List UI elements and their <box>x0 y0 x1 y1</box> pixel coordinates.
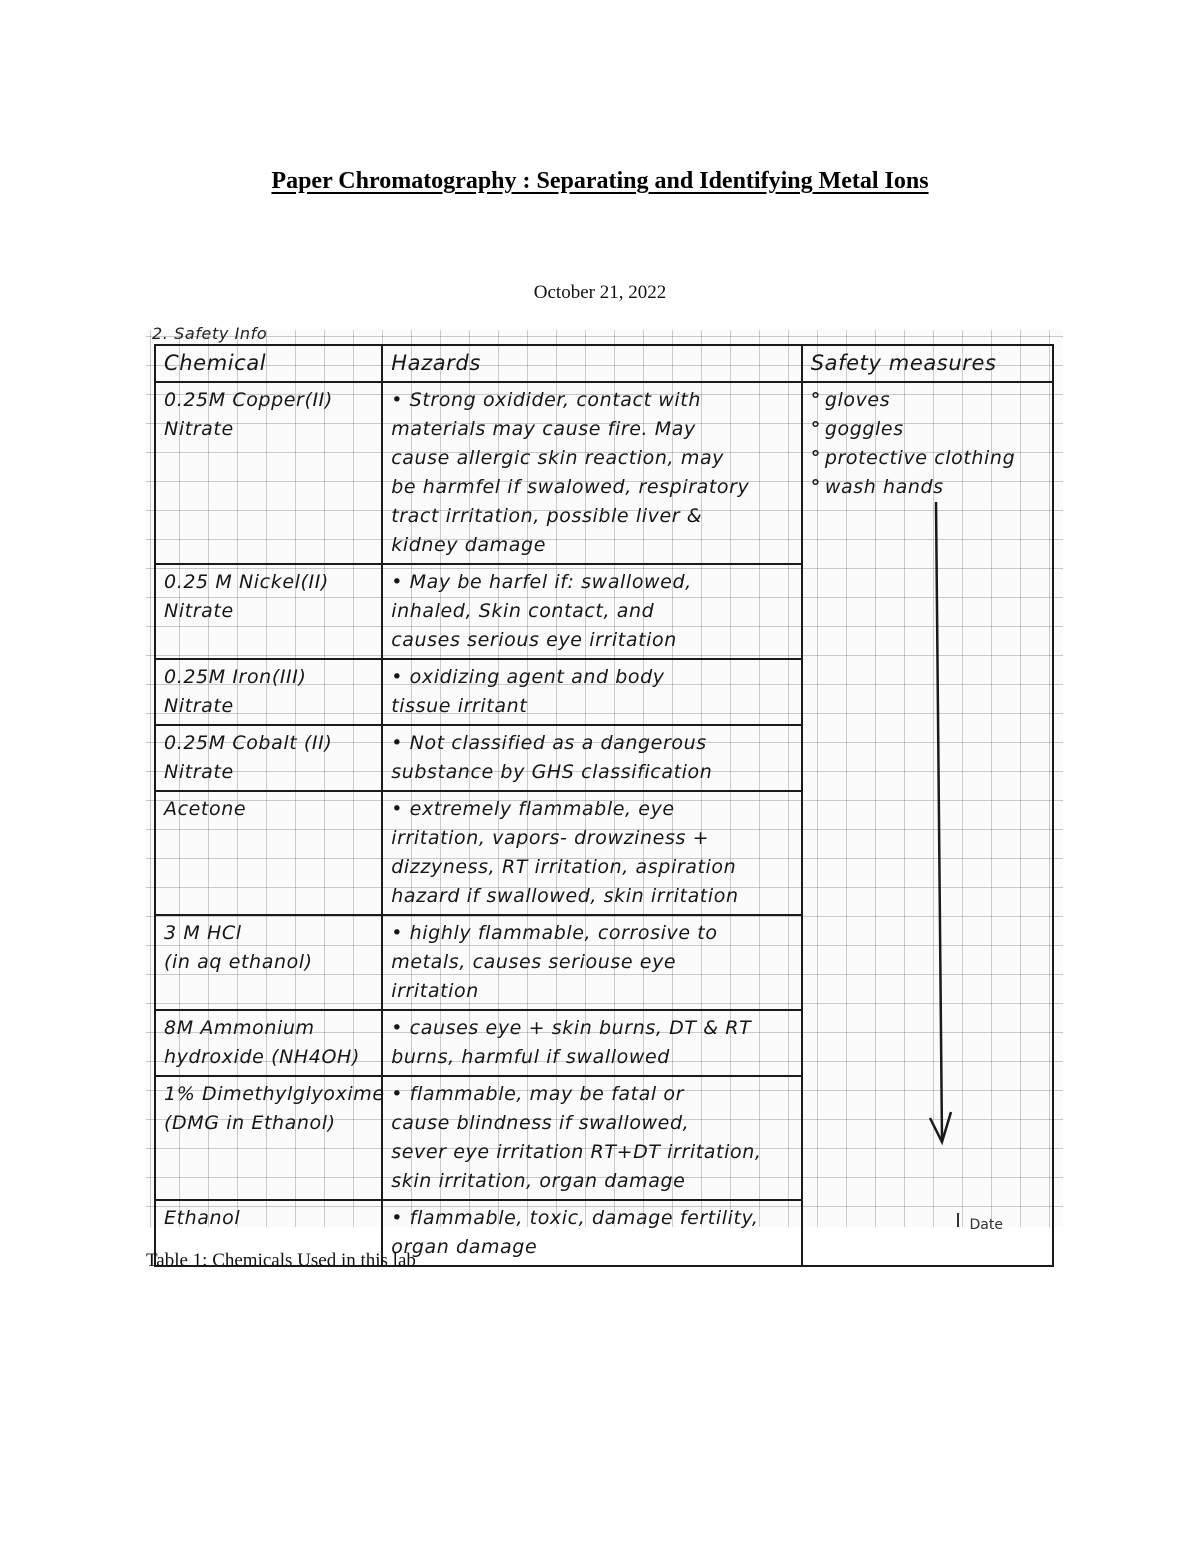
safety-measure-item <box>811 473 1044 502</box>
hazard-line: • oxidizing agent and body <box>391 666 665 688</box>
hazard-line: be harmfel if swalowed, respiratory <box>391 476 750 498</box>
hazard-line: cause blindness if swallowed, <box>391 1112 690 1134</box>
hazard-line: tract irritation, possible liver & <box>391 505 703 527</box>
hazard-line: cause allergic skin reaction, may <box>391 447 725 469</box>
chemical-name-line: hydroxide (NH4OH) <box>164 1046 360 1068</box>
safety-measure-label: goggles <box>824 418 904 440</box>
chemical-name-line: 0.25 M Nickel(II) <box>164 571 329 593</box>
chemical-cell <box>155 725 382 791</box>
bullet-icon: ° <box>810 476 821 498</box>
date-corner-label: Date <box>969 1217 1003 1233</box>
chemical-name-line: 3 M HCl <box>164 922 242 944</box>
chemical-name-line: (DMG in Ethanol) <box>164 1112 336 1134</box>
chemical-name-line: Acetone <box>164 798 247 820</box>
hazard-line: • flammable, toxic, damage fertility, <box>391 1207 759 1229</box>
safety-table-photo <box>146 324 1063 1258</box>
hazard-line: • flammable, may be fatal or <box>391 1083 685 1105</box>
hazard-line: irritation <box>391 980 479 1002</box>
hazard-line: hazard if swallowed, skin irritation <box>391 885 739 907</box>
chemical-safety-table <box>154 344 1054 1267</box>
down-arrow-icon <box>924 500 954 1150</box>
hazards-cell <box>382 915 802 1010</box>
hazard-line: sever eye irritation RT+DT irritation, <box>391 1141 762 1163</box>
chemical-name-line: 1% Dimethylglyoxime <box>164 1083 385 1105</box>
hazard-line: skin irritation, organ damage <box>391 1170 686 1192</box>
bullet-icon: ° <box>810 447 821 469</box>
table-row <box>155 382 1053 564</box>
hazard-line: • May be harfel if: swallowed, <box>391 571 692 593</box>
hazard-line: • extremely flammable, eye <box>391 798 675 820</box>
column-header-hazards: Hazards <box>382 345 802 382</box>
chemical-name-line: Nitrate <box>164 418 234 440</box>
hazard-line: • Strong oxidider, contact with <box>391 389 701 411</box>
chemical-name-line: 0.25M Copper(II) <box>164 389 333 411</box>
date-tick-mark <box>957 1213 959 1227</box>
table-header-row <box>155 345 1053 382</box>
hazard-line: inhaled, Skin contact, and <box>391 600 655 622</box>
hazard-line: tissue irritant <box>391 695 528 717</box>
chemical-name-line: (in aq ethanol) <box>164 951 313 973</box>
chemical-cell <box>155 791 382 915</box>
column-header-safety-measures: Safety measures <box>802 345 1053 382</box>
hazard-line: irritation, vapors- drowziness + <box>391 827 710 849</box>
chemical-name-line: Ethanol <box>164 1207 241 1229</box>
bullet-icon: ° <box>810 418 821 440</box>
chemical-name-line: Nitrate <box>164 695 234 717</box>
hazard-line: dizzyness, RT irritation, aspiration <box>391 856 737 878</box>
hazard-line: substance by GHS classification <box>391 761 713 783</box>
chemical-cell <box>155 1010 382 1076</box>
document-date: October 21, 2022 <box>533 282 667 303</box>
bullet-icon: ° <box>810 389 821 411</box>
hazard-line: burns, harmful if swallowed <box>391 1046 670 1068</box>
hazard-line: materials may cause fire. May <box>391 418 696 440</box>
chemical-cell <box>155 659 382 725</box>
table-caption: Table 1: Chemicals Used in this lab <box>146 1250 416 1271</box>
hazard-line: • highly flammable, corrosive to <box>391 922 718 944</box>
hazards-cell <box>382 382 802 564</box>
chemical-cell <box>155 1076 385 1200</box>
hazard-line: kidney damage <box>391 534 546 556</box>
chemical-cell <box>155 915 382 1010</box>
chemical-name-line: Nitrate <box>164 761 234 783</box>
hazard-line: • causes eye + skin burns, DT & RT <box>391 1017 752 1039</box>
hazards-cell <box>382 725 802 791</box>
hazards-cell <box>382 659 802 725</box>
chemical-cell <box>155 564 382 659</box>
chemical-name-line: 0.25M Iron(III) <box>164 666 307 688</box>
hazards-cell <box>382 1076 802 1200</box>
hazards-cell <box>382 1200 802 1266</box>
safety-measure-item <box>811 444 1044 473</box>
safety-measure-item <box>811 415 1044 444</box>
photo-header-scrap: 2. Safety Info <box>152 324 268 343</box>
hazard-line: organ damage <box>391 1236 538 1258</box>
safety-measure-label: gloves <box>824 389 891 411</box>
safety-measure-item <box>811 386 1044 415</box>
document-title: Paper Chromatography : Separating and Identifying Metal Ions <box>271 168 929 194</box>
chemical-name-line: 0.25M Cobalt (II) <box>164 732 333 754</box>
chemical-name-line: 8M Ammonium <box>164 1017 315 1039</box>
hazard-line: metals, causes seriouse eye <box>391 951 677 973</box>
safety-measure-label: protective clothing <box>824 447 1016 469</box>
hazards-cell <box>382 564 802 659</box>
chemical-cell <box>155 382 382 564</box>
hazards-cell <box>382 1010 802 1076</box>
column-header-chemical: Chemical <box>155 345 382 382</box>
hazard-line: • Not classified as a dangerous <box>391 732 707 754</box>
hazards-cell <box>382 791 802 915</box>
safety-measure-label: wash hands <box>824 476 944 498</box>
hazard-line: causes serious eye irritation <box>391 629 677 651</box>
chemical-name-line: Nitrate <box>164 600 234 622</box>
